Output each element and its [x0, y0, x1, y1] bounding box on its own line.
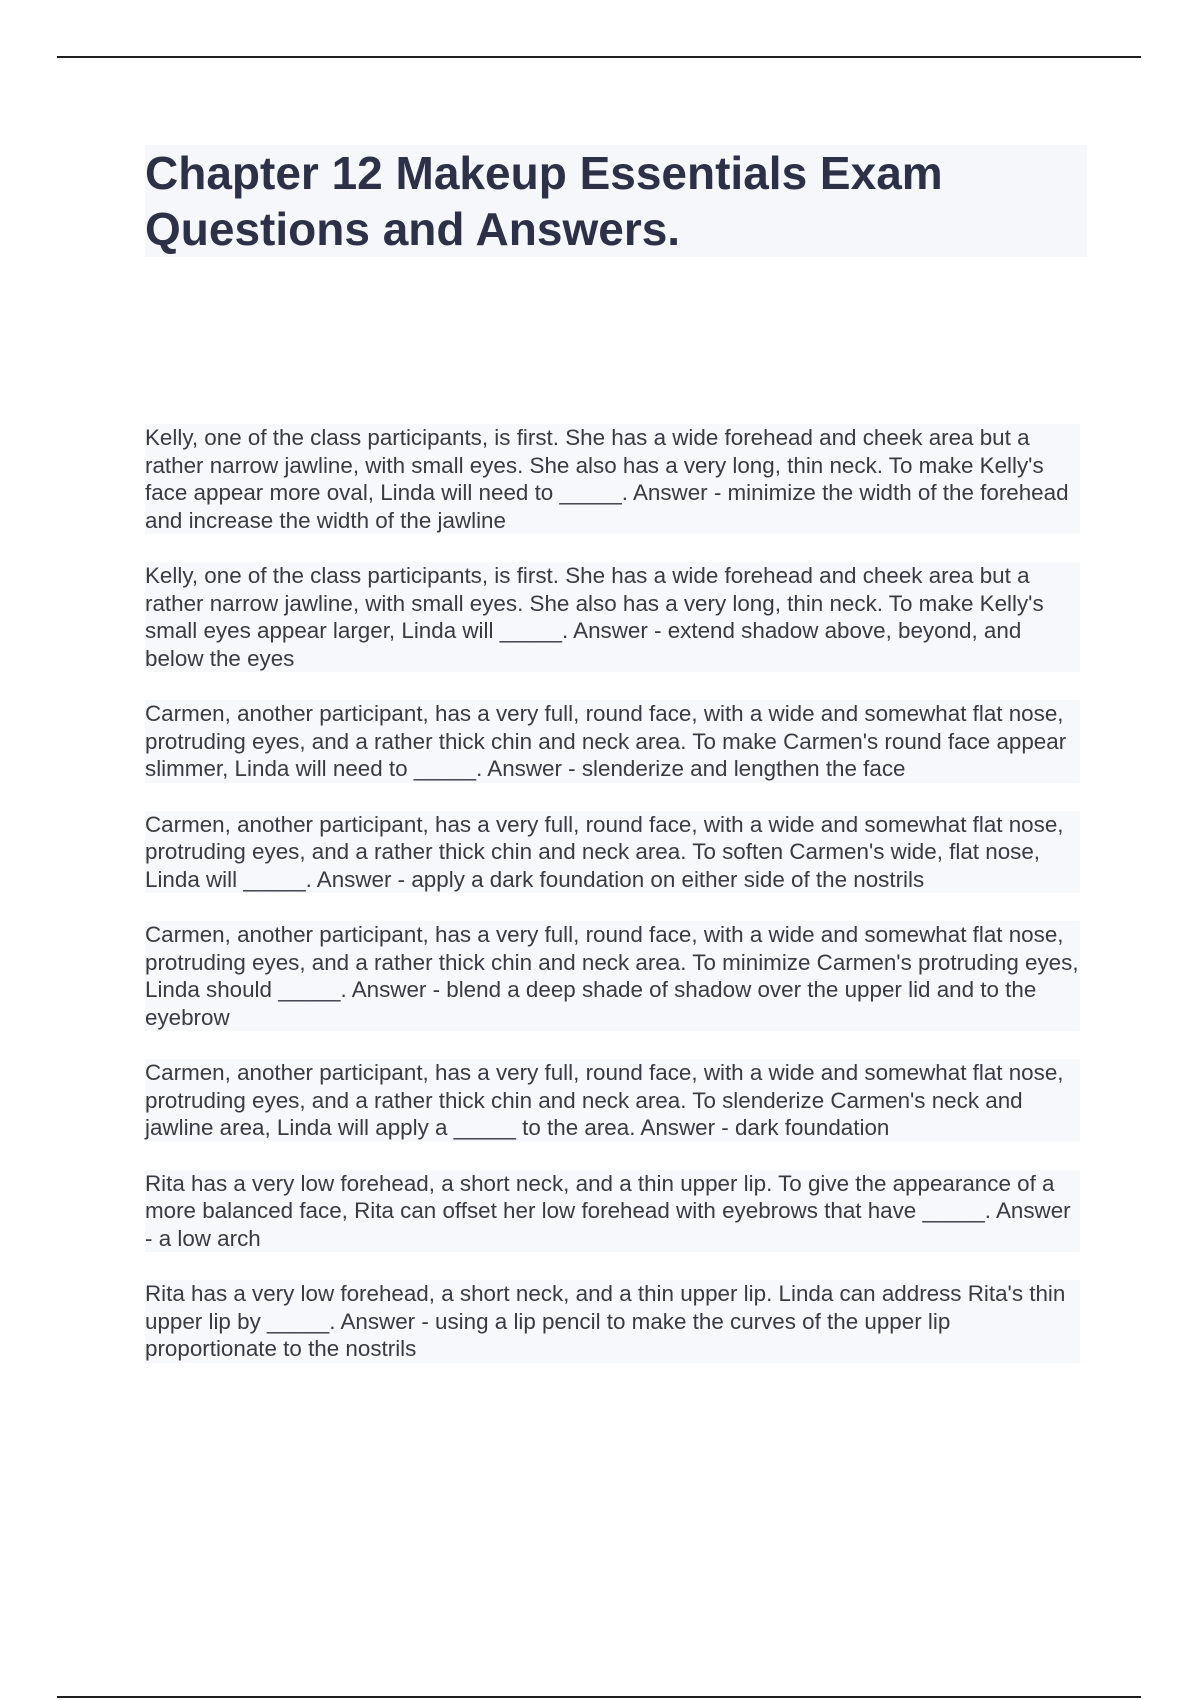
question-text: Kelly, one of the class participants, is first. She has a wide forehead and cheek area but a rather narrow jawline, with small eyes. She also has a very long, thin neck. To make Kelly's face appear more oval, Linda will need to _____. [145, 425, 1044, 505]
answer-text: slenderize and lengthen the face [581, 756, 906, 781]
qa-item [145, 921, 1080, 1031]
question-text: Carmen, another participant, has a very full, round face, with a wide and somewhat flat nose, protruding eyes, and a rather thick chin and neck area. To minimize Carmen's protruding eyes, Linda should _____. [145, 922, 1079, 1002]
qa-item [145, 1170, 1080, 1253]
answer-separator: Answer - [568, 618, 668, 643]
qa-item [145, 700, 1080, 783]
answer-text: using a lip pencil to make the curves of the upper lip proportionate to the nostrils [145, 1308, 951, 1361]
answer-separator: Answer - [311, 866, 412, 892]
qa-list [145, 424, 1090, 1391]
qa-item [145, 1280, 1080, 1363]
question-text: Carmen, another participant, has a very full, round face, with a wide and somewhat flat nose, protruding eyes, and a rather thick chin and neck area. To make Carmen's round face appear slimmer, Linda will need to _____. [145, 701, 1067, 781]
answer-text: minimize the width of the forehead and increase the width of the jawline [145, 480, 1069, 533]
page-title: Chapter 12 Makeup Essentials Exam Questions and Answers. [145, 147, 943, 255]
qa-item [145, 1059, 1080, 1142]
question-text: Kelly, one of the class participants, is first. She has a wide forehead and cheek area but a rather narrow jawline, with small eyes. She also has a very long, thin neck. To make Kelly's small eyes appear larger, Linda will _____. [145, 563, 1044, 643]
question-text: Carmen, another participant, has a very full, round face, with a wide and somewhat flat nose, protruding eyes, and a rather thick chin and neck area. To soften Carmen's wide, flat nose, Linda will _____. [145, 811, 1064, 892]
answer-separator: Answer - [482, 756, 582, 781]
answer-text: apply a dark foundation on either side of the nostrils [411, 866, 925, 892]
answer-separator: Answer - [346, 977, 447, 1002]
footer-rule [57, 1696, 1141, 1698]
answer-separator: Answer - [145, 1198, 1071, 1251]
qa-item [145, 562, 1080, 672]
question-text: Carmen, another participant, has a very full, round face, with a wide and somewhat flat nose, protruding eyes, and a rather thick chin and neck area. To slenderize Carmen's neck and jawline area, Linda will apply a _____ to the area. [145, 1060, 1064, 1140]
qa-item [145, 424, 1080, 534]
answer-text: extend shadow above, beyond, and below the eyes [145, 618, 1022, 671]
question-text: Rita has a very low forehead, a short neck, and a thin upper lip. Linda can address Rita's thin upper lip by _____. [145, 1281, 1066, 1334]
qa-item [145, 811, 1080, 894]
answer-text: dark foundation [734, 1115, 890, 1140]
answer-separator: Answer - [635, 1115, 735, 1140]
header-rule [57, 56, 1141, 58]
answer-separator: Answer - [335, 1308, 436, 1334]
question-text: Rita has a very low forehead, a short neck, and a thin upper lip. To give the appearance of a more balanced face, Rita can offset her low forehead with eyebrows that have _____. [145, 1170, 1055, 1223]
answer-text: a low arch [158, 1225, 261, 1251]
answer-text: blend a deep shade of shadow over the upper lid and to the eyebrow [145, 977, 1037, 1030]
answer-separator: Answer - [627, 480, 728, 505]
